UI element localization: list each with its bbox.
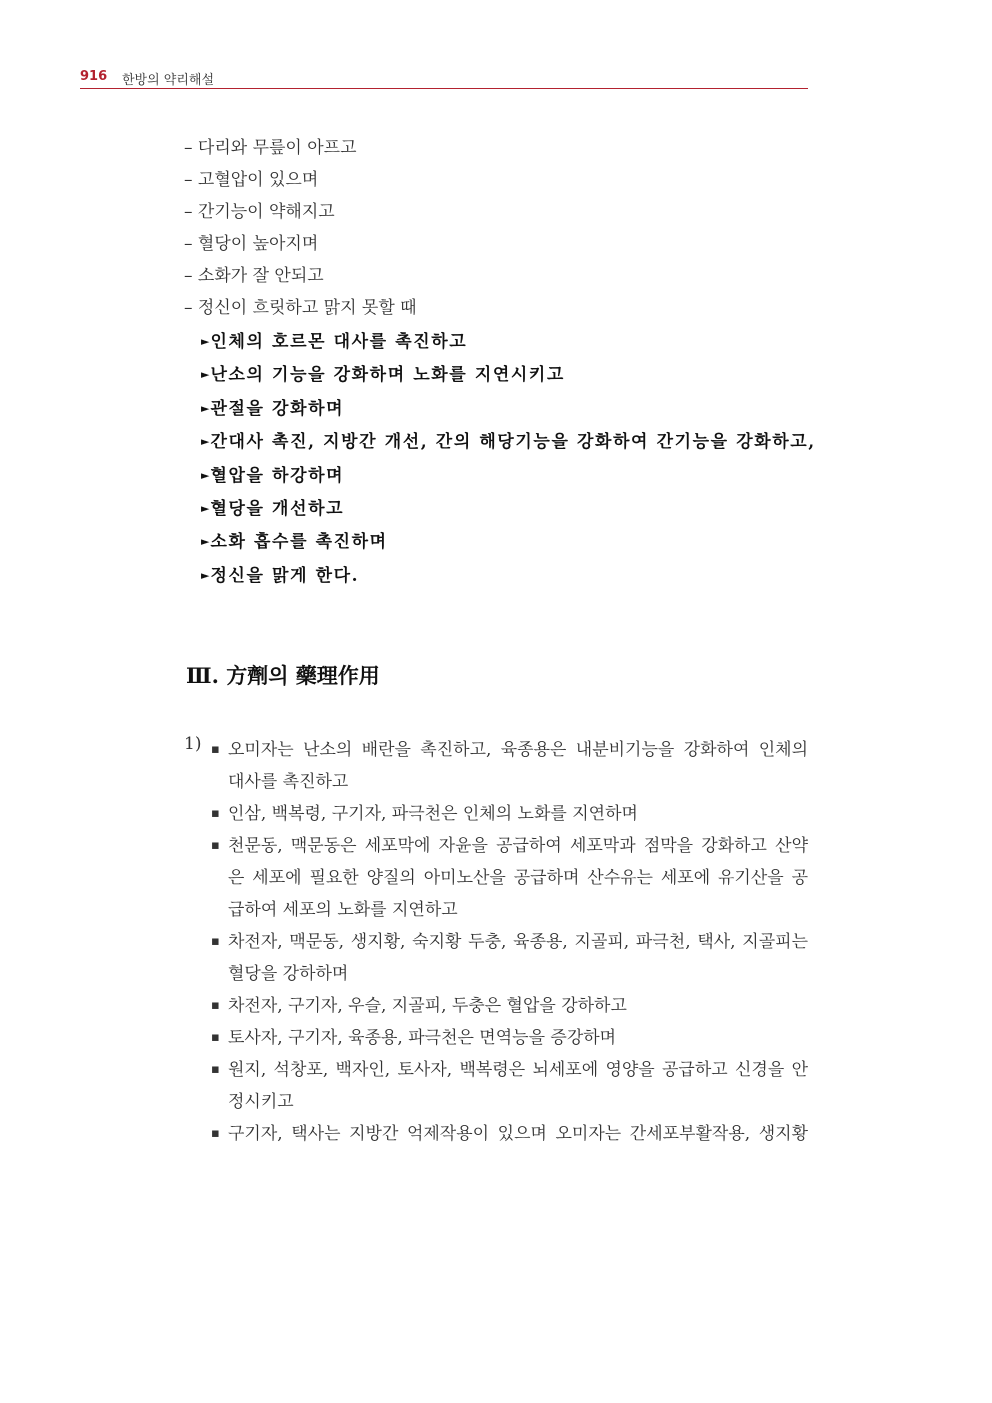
effect-item bbox=[201, 429, 816, 462]
pharmacology-item bbox=[211, 990, 808, 1022]
text-line: 천문동, 맥문동은 세포막에 자윤을 공급하여 세포막과 점막을 강화하고 산약 bbox=[228, 836, 808, 856]
effect-item bbox=[201, 496, 816, 529]
text-line: 혈당을 강하하며 bbox=[228, 964, 349, 984]
effect-text: 혈압을 하강하며 bbox=[210, 465, 345, 486]
arrow-icon: ► bbox=[201, 368, 210, 382]
symptom-item: – 고혈압이 있으며 bbox=[184, 170, 319, 190]
arrow-icon: ► bbox=[201, 535, 210, 549]
arrow-icon: ► bbox=[201, 401, 210, 415]
bullet-icon: ▪ bbox=[211, 1126, 220, 1141]
text-line: 원지, 석창포, 백자인, 토사자, 백복령은 뇌세포에 영양을 공급하고 신경을 안 bbox=[228, 1060, 808, 1080]
book-title: 한방의 약리해설 bbox=[122, 73, 215, 88]
section-heading: Ⅲ. 方劑의 藥理作用 bbox=[186, 663, 380, 688]
pharmacology-item bbox=[211, 1118, 808, 1150]
effect-list bbox=[201, 329, 816, 596]
effect-text: 소화 흡수를 촉진하며 bbox=[210, 532, 388, 553]
symptom-item: – 다리와 무릎이 아프고 bbox=[184, 138, 357, 158]
pharmacology-item bbox=[211, 798, 808, 830]
effect-item bbox=[201, 362, 816, 395]
effect-item bbox=[201, 329, 816, 362]
pharmacology-item bbox=[211, 926, 808, 990]
arrow-icon: ► bbox=[201, 501, 210, 515]
symptom-item: – 소화가 잘 안되고 bbox=[184, 266, 324, 286]
bullet-icon: ▪ bbox=[211, 934, 220, 949]
text-line: 토사자, 구기자, 육종용, 파극천은 면역능을 증강하며 bbox=[228, 1028, 617, 1048]
text-line: 인삼, 백복령, 구기자, 파극천은 인체의 노화를 지연하며 bbox=[228, 804, 638, 824]
pharmacology-item bbox=[211, 830, 808, 926]
symptom-list bbox=[184, 136, 417, 328]
symptom-item: – 혈당이 높아지며 bbox=[184, 234, 319, 254]
symptom-item: – 정신이 흐릿하고 맑지 못할 때 bbox=[184, 298, 417, 318]
text-line: 구기자, 택사는 지방간 억제작용이 있으며 오미자는 간세포부활작용, 생지황 bbox=[228, 1124, 808, 1144]
effect-text: 정신을 맑게 한다. bbox=[210, 565, 360, 586]
item-number: 1) bbox=[184, 734, 202, 754]
effect-item bbox=[201, 396, 816, 429]
text-line: 급하여 세포의 노화를 지연하고 bbox=[228, 900, 458, 920]
arrow-icon: ► bbox=[201, 335, 210, 348]
pharmacology-item bbox=[211, 734, 808, 798]
text-line: 차전자, 맥문동, 생지황, 숙지황 두충, 육종용, 지골피, 파극천, 택사, 지골피는 bbox=[228, 932, 808, 952]
bullet-icon: ▪ bbox=[211, 1030, 220, 1045]
page-number: 916 bbox=[80, 69, 108, 84]
pharmacology-item bbox=[211, 1022, 808, 1054]
bullet-icon: ▪ bbox=[211, 998, 220, 1013]
effect-text: 관절을 강화하며 bbox=[210, 398, 345, 419]
text-line: 대사를 촉진하고 bbox=[228, 772, 349, 792]
symptom-item: – 간기능이 약해지고 bbox=[184, 202, 335, 222]
effect-text: 인체의 호르몬 대사를 촉진하고 bbox=[210, 332, 468, 352]
text-line: 정시키고 bbox=[228, 1092, 294, 1112]
bullet-icon: ▪ bbox=[211, 838, 220, 853]
arrow-icon: ► bbox=[201, 568, 210, 582]
effect-text: 간대사 촉진, 지방간 개선, 간의 해당기능을 강화하여 간기능을 강화하고, bbox=[210, 432, 816, 453]
effect-item bbox=[201, 529, 816, 562]
bullet-icon: ▪ bbox=[211, 1062, 220, 1077]
effect-item bbox=[201, 563, 816, 596]
pharmacology-item bbox=[211, 1054, 808, 1118]
effect-item bbox=[201, 463, 816, 496]
pharmacology-list bbox=[211, 734, 808, 1150]
text-line: 차전자, 구기자, 우슬, 지골피, 두충은 혈압을 강하하고 bbox=[228, 996, 627, 1016]
effect-text: 난소의 기능을 강화하며 노화를 지연시키고 bbox=[210, 365, 565, 386]
arrow-icon: ► bbox=[201, 435, 210, 449]
text-line: 은 세포에 필요한 양질의 아미노산을 공급하며 산수유는 세포에 유기산을 공 bbox=[228, 868, 808, 888]
arrow-icon: ► bbox=[201, 468, 210, 482]
effect-text: 혈당을 개선하고 bbox=[210, 498, 345, 519]
page-header bbox=[80, 68, 808, 89]
bullet-icon: ▪ bbox=[211, 806, 220, 821]
bullet-icon: ▪ bbox=[211, 742, 220, 757]
text-line: 오미자는 난소의 배란을 촉진하고, 육종용은 내분비기능을 강화하여 인체의 bbox=[228, 740, 808, 760]
